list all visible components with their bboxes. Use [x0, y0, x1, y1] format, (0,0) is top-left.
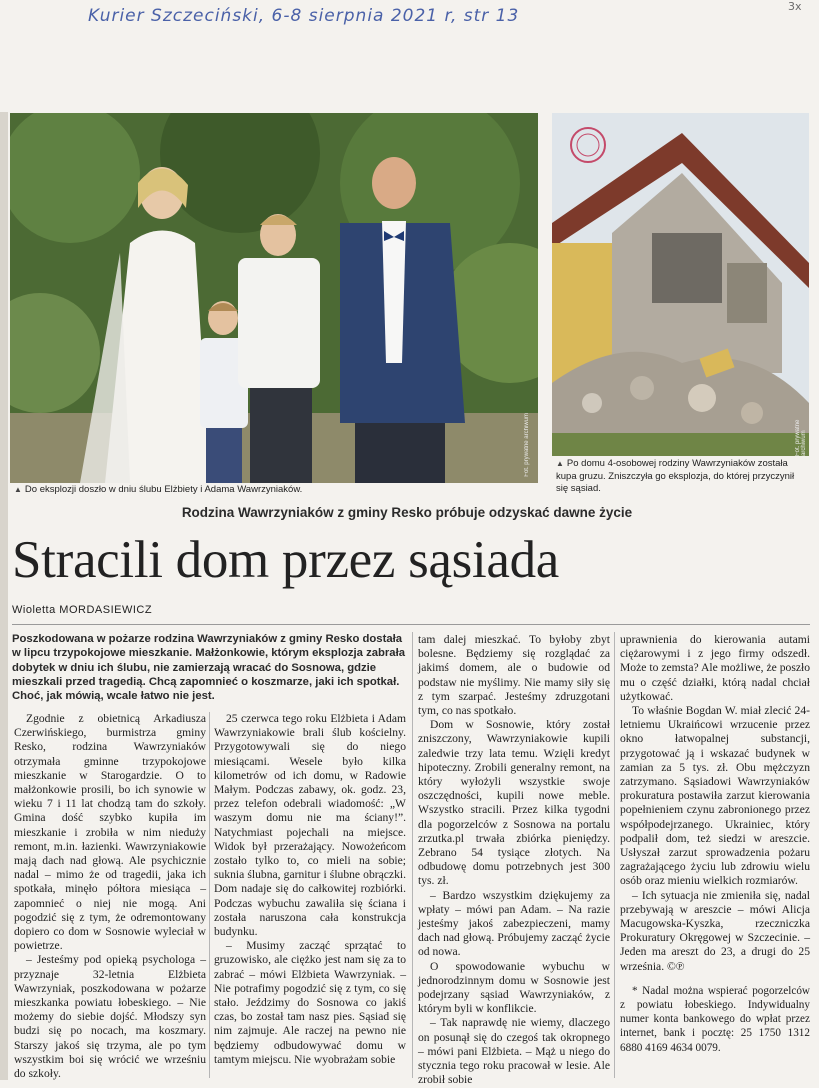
paragraph: – Ich sytuacja nie zmieniła się, nadal przebywają w areszcie – mówi Alicja Macugowska-Kyszka, rzeczniczka Prokuratury Okręgowej w Szczecinie. – Jeden ma areszt do 23, a drugi do 25 września. ©℗: [620, 888, 810, 973]
paragraph: To właśnie Bogdan W. miał zlecić 24-letniemu Ukraińcowi wrzucenie przez okno łatwopalnej substancji, przygotować ją i wskazać budynek w zamian za 5 tys. zł. Obu mężczyzn zatrzymano. Sąsiadowi Wawrzyniaków prokuratura postawiła zarzut kierowania popełnieniem czynu zabronionego przez współpodejrzanego. Ukrainiec, który podpalił dom, też siedzi w areszcie. Usłyszał zarzut sprowadzenia pożaru zagrażającego życiu lub zdrowiu wielu osób oraz mieniu wielkich rozmiarów.: [620, 704, 810, 888]
corner-mark: 3x: [788, 0, 802, 13]
caption-triangle-icon: ▲: [14, 485, 22, 494]
article-kicker: Rodzina Wawrzyniaków z gminy Resko próbuje odzyskać dawne życie: [181, 505, 633, 520]
column-separator: [209, 712, 210, 1078]
destroyed-house-illustration: [552, 113, 809, 456]
house-photo-credit: Fot. prywatne archiwum: [795, 419, 807, 456]
paragraph: – Tak naprawdę nie wiemy, dlaczego on posunął się do czegoś tak okropnego – mówi pani Elżbieta. – Mąż u niego do stycznia tego roku pracował w lesie. Ale zrobił sobie: [418, 1016, 610, 1087]
handwritten-source-note: Kurier Szczeciński, 6-8 sierpnia 2021 r, str 13: [88, 6, 520, 26]
paragraph: tam dalej mieszkać. To byłoby zbyt bolesne. Będziemy się rozglądać za jakimś domem, ale o budowie od podstaw nie myślimy. Nie mamy siły się z tym szarpać. Jesteśmy zdruzgotani tym, co nas spotkało.: [418, 633, 610, 718]
wedding-photo-caption: [14, 484, 534, 497]
column-separator: [614, 632, 615, 1078]
wedding-photo-illustration: [10, 113, 538, 483]
article-author: [12, 604, 152, 616]
article-column-2: [214, 712, 406, 1067]
house-caption-text: Po domu 4-osobowej rodziny Wawrzyniaków została kupa gruzu. Zniszczyła go eksplozja, do której przyczynił się sąsiad.: [556, 458, 795, 494]
article-column-4: [620, 633, 810, 1055]
paragraph: Dom w Sosnowie, który został zniszczony, Wawrzyniakowie kupili zaledwie trzy lata temu. Wzięli kredyt hipoteczny. Zrobili generalny remont, na który wyłożyli wszystkie swoje oszczędności, kupili nowe meble. Wszystko stracili. Przez kilka tygodni dla pogorzelców z Sosnowa na portalu zrzutka.pl trwała zbiórka pieniędzy. Zebrano 54 tysiące złotych. Na odbudowę domu potrzebnych jest 300 tys. zł.: [418, 718, 610, 888]
destroyed-house-photo: [552, 113, 809, 456]
donation-note: * Nadal można wspierać pogorzelców z powiatu łobeskiego. Indywidualny numer konta bankowego do wpłat przez internet, bank i pocztę: 25 1750 1312 6880 4169 4634 0079.: [620, 984, 810, 1054]
caption-triangle-icon: ▲: [556, 459, 564, 468]
paragraph: O spowodowanie wybuchu w jednorodzinnym domu w Sosnowie jest podejrzany sąsiad Wawrzyniaków, z którym byli w konflikcie.: [418, 959, 610, 1016]
paragraph: – Bardzo wszystkim dziękujemy za wpłaty – mówi pan Adam. – Na razie jesteśmy jakoś zabezpieczeni, mamy dach nad głową. Próbujemy zacząć życie od nowa.: [418, 888, 610, 959]
paragraph: – Jesteśmy pod opieką psychologa – przyznaje 32-letnia Elżbieta Wawrzyniak, poszkodowana w pożarze mieszkanka powiatu łobeskiego. – Nie możemy do siebie dojść. Młodszy syn budzi się po nocach, ma koszmary. Starszy jakoś się trzyma, ale po tym wszystkim boi się wrócić we wrześniu do szkoły.: [14, 953, 206, 1081]
paragraph: uprawnienia do kierowania autami ciężarowymi i z jego firmy odszedł. Może to zemsta? Ale możliwe, że poszło mu o część działki, którą nadal chciał użytkować.: [620, 633, 810, 703]
paragraph: 25 czerwca tego roku Elżbieta i Adam Wawrzyniakowie brali ślub kościelny. Przygotowywali się do niego miesiącami. Wesele było kilka kilometrów od ich domu, w Radowie Małym. Podczas zabawy, ok. godz. 23, przez telefon odebrali wiadomość: „W waszym domu nie ma ściany!”. Natychmiast pojechali na miejsce. Widok był przerażający. Nowożeńcom zostało tylko to, co mieli na sobie; suknia ślubna, garnitur i ślubne obrączki. Dom nadaje się do całkowitej rozbiórki. Podczas wybuchu zawaliła się ściana i została naruszona cała konstrukcja budynku.: [214, 712, 406, 939]
house-photo-caption: [556, 458, 806, 496]
wedding-photo-credit: Fot. prywatne archiwum: [524, 413, 530, 477]
wedding-photo: [10, 113, 538, 483]
article-column-1: [14, 712, 206, 1081]
paragraph: – Musimy zacząć sprzątać to gruzowisko, ale ciężko jest nam się za to zabrać – mówi Elżbieta Wawrzyniak. – Nie potrafimy pogodzić się z tym, co się stało. Jeździmy do Sosnowa co jakiś czas, bo został tam nasz pies. Sąsiad się nim zajmuje. Ale raczej na pewno nie będziemy odbudowywać domu w tamtym miejscu. Nie wyobrażam sobie: [214, 939, 406, 1066]
article-column-3: [418, 633, 610, 1088]
paragraph: Zgodnie z obietnicą Arkadiusza Czerwińskiego, burmistrza gminy Resko, rodzina Wawrzyniaków otrzymała gminne trzypokojowe mieszkanie w Starogardzie. O to małżonkowie prosili, bo ich synowie w wieku 7 i 11 lat chodzą tam do szkoły. Gmina dość szybko kupiła im mieszkanie i zrobiła w nim nieduży remont, m.in. łazienki. Wawrzyniakowie mają dach nad głową. Ale psychicznie nadal – mimo że od tragedii, jaka ich spotkała, minęło półtora miesiąca – zapomnieć o niej nie mogą. Ani pogodzić się z tym, że odremontowany dopiero co dom w Sosnowie wyleciał w powietrze.: [14, 712, 206, 953]
scan-edge: [0, 112, 8, 1080]
column-separator: [412, 632, 413, 1078]
author-name: Wioletta MORDASIEWICZ: [12, 604, 153, 616]
header-divider: [12, 624, 810, 625]
wedding-caption-text: Do eksplozji doszło w dniu ślubu Elżbiety i Adama Wawrzyniaków.: [24, 484, 303, 495]
article-lead: Poszkodowana w pożarze rodzina Wawrzyniaków z gminy Resko dostała w lipcu trzypokojowe mieszkanie. Małżonkowie, którym eksplozja zabrała dobytek w dniu ich ślubu, nie zamierzają wracać do Sosnowa, gdzie mieszkali przed tragedią. Chcą zapomnieć o koszmarze, jaki ich spotkał. Choć, jak mówią, wcale łatwo nie jest.: [12, 633, 405, 703]
article-headline: Stracili dom przez sąsiada: [12, 531, 560, 589]
